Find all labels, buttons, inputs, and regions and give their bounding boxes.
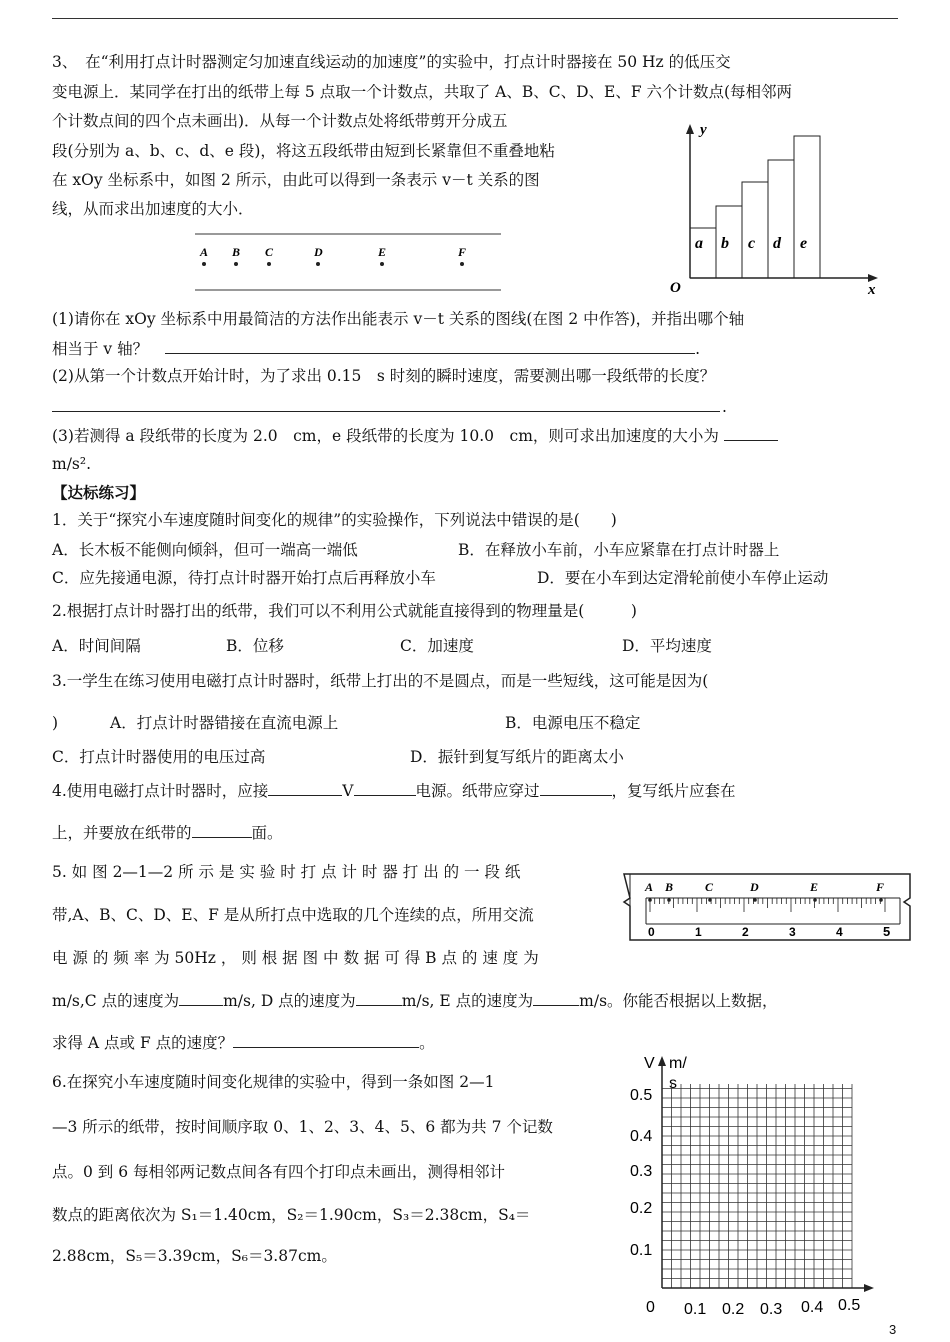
practice-q3-close: ) bbox=[52, 714, 59, 732]
practice-q5-line-1: 5. 如 图 2—1—2 所 示 是 实 验 时 打 点 计 时 器 打 出 的 一 段 纸 bbox=[52, 863, 521, 881]
ruler-num-1: 1 bbox=[695, 925, 702, 939]
graph-x-tick: 0 bbox=[646, 1299, 655, 1316]
answer-blank[interactable] bbox=[268, 781, 342, 796]
figure-2-xoy bbox=[664, 120, 886, 298]
practice-q1-a: A．长木板不能侧向倾斜，但可一端高一端低 bbox=[52, 541, 358, 559]
practice-heading: 【达标练习】 bbox=[52, 484, 146, 502]
practice-q5-line-2: 带,A、B、C、D、E、F 是从所打点中选取的几个连续的点，所用交流 bbox=[52, 906, 534, 924]
ruler-dot bbox=[667, 898, 671, 902]
graph-y-tick: 0.1 bbox=[630, 1242, 653, 1259]
practice-q6-line-4: 数点的距离依次为 S₁＝1.40cm，S₂＝1.90cm，S₃＝2.38cm，S₄＝ bbox=[52, 1206, 531, 1224]
segment-b bbox=[716, 206, 742, 278]
practice-q2-c: C．加速度 bbox=[400, 637, 474, 655]
answer-blank[interactable] bbox=[533, 991, 579, 1006]
answer-blank[interactable] bbox=[165, 339, 695, 354]
practice-q1-c: C．应先接通电源，待打点计时器开始打点后再释放小车 bbox=[52, 569, 436, 587]
graph-x-tick: 0.2 bbox=[722, 1301, 745, 1318]
q5-text-3: m/s, E 点的速度为 bbox=[401, 992, 534, 1010]
q3-sub1-line-2: 相当于 v 轴？ . bbox=[52, 340, 700, 358]
answer-blank[interactable] bbox=[192, 823, 252, 838]
vt-grid-graph bbox=[620, 1050, 880, 1320]
practice-q4-line-1 bbox=[52, 781, 736, 801]
q3-line-4: 段(分别为 a、b、c、d、e 段)，将这五段纸带由短到长紧靠但不重叠地粘 bbox=[52, 142, 555, 160]
period-mark: . bbox=[722, 398, 727, 416]
segment-d bbox=[768, 160, 794, 278]
practice-q5-line-5 bbox=[52, 1033, 435, 1053]
q4-text-2: V bbox=[342, 782, 354, 800]
ruler-dot bbox=[813, 898, 817, 902]
practice-q6-line-1: 6.在探究小车速度随时间变化规律的实验中，得到一条如图 2—1 bbox=[52, 1073, 495, 1091]
q3-sub1-line-1: (1)请你在 xOy 坐标系中用最简洁的方法作出能表示 v－t 关系的图线(在图 2 中作答)，并指出哪个轴 bbox=[52, 310, 745, 328]
ruler-num-3: 3 bbox=[789, 925, 796, 939]
answer-blank[interactable] bbox=[356, 991, 402, 1006]
segment-d-label: d bbox=[773, 235, 781, 252]
q4-text-1: 4.使用电磁打点计时器时，应接 bbox=[52, 782, 269, 800]
q5-text-1: m/s,C 点的速度为 bbox=[52, 992, 180, 1010]
q5-text-6: 。 bbox=[419, 1034, 435, 1052]
fig2-origin: O bbox=[670, 280, 681, 296]
ruler-num-0: 0 bbox=[648, 925, 655, 939]
practice-q5-line-3: 电 源 的 频 率 为 50Hz ， 则 根 据 图 中 数 据 可 得 B 点 的 速 度 为 bbox=[52, 949, 539, 967]
q3-line-1: 3、 在“利用打点计时器测定匀加速直线运动的加速度”的实验中，打点计时器接在 50 Hz 的低压交 bbox=[52, 53, 731, 71]
practice-q3: 3.一学生在练习使用电磁打点计时器时，纸带上打出的不是圆点，而是一些短线，这可能是因为( bbox=[52, 672, 709, 690]
ruler-point-a: A bbox=[645, 880, 654, 894]
grid-lines bbox=[662, 1084, 852, 1288]
ruler-num-4: 4 bbox=[836, 925, 843, 939]
q3-sub3-line-2: m/s². bbox=[52, 455, 92, 473]
practice-q3-b: B．电源电压不稳定 bbox=[505, 714, 641, 732]
ruler-num-5: 5 bbox=[883, 924, 891, 939]
ruler-point-f: F bbox=[876, 880, 885, 894]
q3-sub3-text: (3)若测得 a 段纸带的长度为 2.0 cm，e 段纸带的长度为 10.0 cm，则可求出加速度的大小为 bbox=[52, 427, 719, 445]
segment-e-label: e bbox=[800, 235, 808, 252]
q3-line-3: 个计数点间的四个点未画出)．从每一个计数点处将纸带剪开分成五 bbox=[52, 112, 508, 130]
q4-text-3: 电源。纸带应穿过 bbox=[415, 782, 540, 800]
tape-dot bbox=[316, 262, 320, 266]
graph-y-unit-2: s bbox=[669, 1075, 677, 1092]
q5-text-4: m/s。你能否根据以上数据， bbox=[579, 992, 778, 1010]
practice-q3-c: C．打点计时器使用的电压过高 bbox=[52, 748, 266, 766]
tape-label-f: F bbox=[458, 245, 467, 259]
graph-x-tick: 0.1 bbox=[684, 1301, 707, 1318]
q4-text-6: 面。 bbox=[251, 824, 283, 842]
practice-q2: 2.根据打点计时器打出的纸带，我们可以不利用公式就能直接得到的物理量是( ) bbox=[52, 602, 637, 620]
ruler-dot bbox=[648, 898, 652, 902]
practice-q6-line-2: —3 所示的纸带，按时间顺序取 0、1、2、3、4、5、6 都为共 7 个记数 bbox=[52, 1118, 553, 1136]
answer-blank[interactable] bbox=[354, 781, 416, 796]
q5-text-5: 求得 A 点或 F 点的速度？ bbox=[52, 1034, 234, 1052]
ruler-point-e: E bbox=[810, 880, 819, 894]
segment-a-label: a bbox=[695, 235, 703, 252]
graph-x-tick: 0.4 bbox=[801, 1299, 824, 1316]
tape-label-b: B bbox=[232, 245, 241, 259]
segment-c-label: c bbox=[748, 235, 756, 252]
q3-sub3-line-1 bbox=[52, 426, 778, 446]
segment-a bbox=[690, 228, 716, 278]
page-number: 3 bbox=[889, 1322, 897, 1337]
practice-q2-a: A．时间间隔 bbox=[52, 637, 141, 655]
practice-q6-line-5: 2.88cm，S₅＝3.39cm，S₆＝3.87cm。 bbox=[52, 1247, 337, 1265]
answer-blank[interactable] bbox=[179, 991, 223, 1006]
ruler-figure bbox=[618, 868, 918, 948]
graph-y-tick: 0.5 bbox=[630, 1087, 653, 1104]
answer-blank[interactable] bbox=[233, 1033, 419, 1048]
ruler-point-b: B bbox=[665, 880, 674, 894]
tape-dot bbox=[267, 262, 271, 266]
segment-c bbox=[742, 182, 768, 278]
practice-q3-d: D．振针到复写纸片的距离太小 bbox=[410, 748, 624, 766]
answer-blank[interactable] bbox=[540, 781, 612, 796]
ruler-ticks bbox=[650, 898, 885, 912]
tape-dot bbox=[460, 262, 464, 266]
practice-q1: 1．关于“探究小车速度随时间变化的规律”的实验操作，下列说法中错误的是( ) bbox=[52, 511, 617, 529]
q3-sub2-line: (2)从第一个计数点开始计时，为了求出 0.15 s 时刻的瞬时速度，需要测出哪一段纸带的长度？ bbox=[52, 367, 716, 385]
tape-dot bbox=[234, 262, 238, 266]
answer-blank[interactable] bbox=[724, 426, 778, 441]
graph-y-unit: m/ bbox=[669, 1055, 687, 1072]
q4-text-4: ，复写纸片应套在 bbox=[611, 782, 736, 800]
ruler-point-c: C bbox=[705, 880, 714, 894]
graph-x-tick: 0.3 bbox=[760, 1301, 783, 1318]
q3-line-2: 变电源上．某同学在打出的纸带上每 5 点取一个计数点，共取了 A、B、C、D、E、F 六个计数点(每相邻两 bbox=[52, 83, 793, 101]
practice-q6-line-3: 点。0 到 6 每相邻两记数点间各有四个打印点未画出，测得相邻计 bbox=[52, 1163, 506, 1181]
tape-dot bbox=[202, 262, 206, 266]
practice-q1-d: D．要在小车到达定滑轮前使小车停止运动 bbox=[537, 569, 829, 587]
paper-tape-figure bbox=[195, 228, 505, 296]
practice-q3-a: A．打点计时器错接在直流电源上 bbox=[110, 714, 339, 732]
answer-blank[interactable] bbox=[52, 411, 720, 412]
fig2-y-label: y bbox=[700, 122, 707, 138]
q3-line-5: 在 xOy 坐标系中，如图 2 所示，由此可以得到一条表示 v－t 关系的图 bbox=[52, 171, 540, 189]
tape-label-c: C bbox=[265, 245, 274, 259]
tape-dot bbox=[380, 262, 384, 266]
graph-y-tick: 0.4 bbox=[630, 1128, 653, 1145]
top-rule bbox=[52, 18, 898, 19]
practice-q2-b: B．位移 bbox=[226, 637, 284, 655]
graph-y-tick: 0.3 bbox=[630, 1163, 653, 1180]
practice-q4-line-2 bbox=[52, 823, 283, 843]
q5-text-2: m/s, D 点的速度为 bbox=[223, 992, 356, 1010]
graph-y-label: V bbox=[644, 1055, 655, 1072]
practice-q2-d: D．平均速度 bbox=[622, 637, 712, 655]
practice-q5-line-4 bbox=[52, 991, 778, 1011]
q4-text-5: 上，并要放在纸带的 bbox=[52, 824, 192, 842]
graph-y-tick: 0.2 bbox=[630, 1200, 653, 1217]
segment-e bbox=[794, 136, 820, 278]
tape-label-d: D bbox=[314, 245, 323, 259]
ruler-point-d: D bbox=[750, 880, 759, 894]
segment-b-label: b bbox=[721, 235, 729, 252]
ruler-dot bbox=[708, 898, 712, 902]
ruler-dot bbox=[879, 898, 883, 902]
ruler-num-2: 2 bbox=[742, 925, 749, 939]
q3-line-6: 线，从而求出加速度的大小． bbox=[52, 200, 254, 218]
practice-q1-b: B．在释放小车前，小车应紧靠在打点计时器上 bbox=[458, 541, 780, 559]
ruler-dot bbox=[753, 898, 757, 902]
q3-sub1-text: 相当于 v 轴？ bbox=[52, 340, 149, 358]
graph-x-tick: 0.5 bbox=[838, 1297, 861, 1314]
tape-label-a: A bbox=[200, 245, 209, 259]
fig2-x-label: x bbox=[868, 282, 876, 298]
tape-label-e: E bbox=[378, 245, 387, 259]
